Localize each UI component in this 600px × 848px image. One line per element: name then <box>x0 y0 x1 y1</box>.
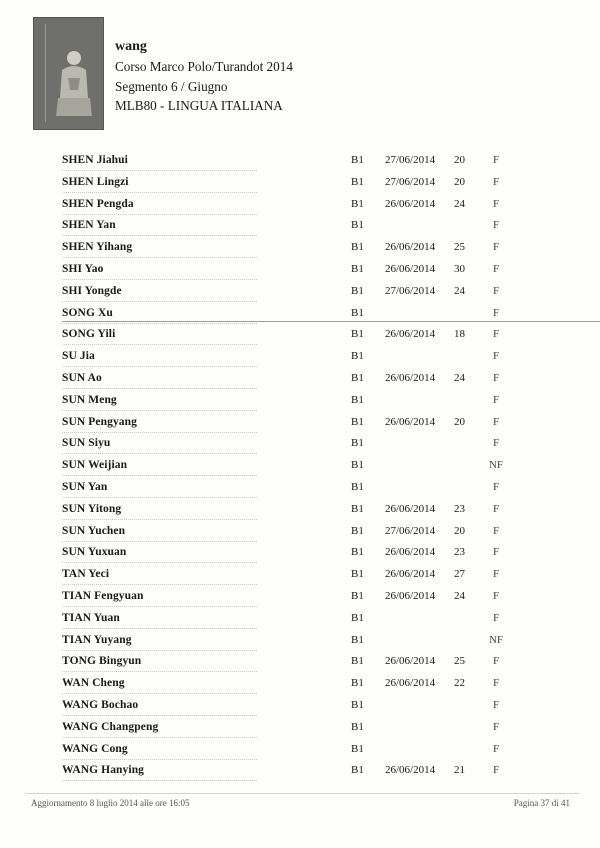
exam-date-cell: 26/06/2014 <box>385 197 436 210</box>
exam-date-cell: 26/06/2014 <box>385 764 436 777</box>
table-row <box>0 260 600 282</box>
status-cell: F <box>492 241 500 254</box>
exam-date-cell: 26/06/2014 <box>385 328 436 341</box>
score-cell: 23 <box>454 502 465 515</box>
exam-date-cell: 26/06/2014 <box>385 502 436 515</box>
score-cell: 24 <box>454 284 465 297</box>
table-row <box>0 325 600 347</box>
student-name: SUN Yitong <box>62 502 122 515</box>
table-row <box>0 282 600 304</box>
score-cell: 25 <box>454 241 465 254</box>
table-row <box>0 238 600 260</box>
dotted-leader <box>62 410 257 411</box>
level-cell: B1 <box>351 393 364 406</box>
student-name: TIAN Fengyuan <box>62 589 144 602</box>
student-name: SU Jia <box>62 350 95 363</box>
level-cell: B1 <box>351 350 364 363</box>
table-row <box>0 413 600 435</box>
status-cell: F <box>492 350 500 363</box>
table-row <box>0 456 600 478</box>
status-cell: F <box>492 764 500 777</box>
exam-date-cell: 26/06/2014 <box>385 677 436 690</box>
table-row <box>0 565 600 587</box>
status-cell: F <box>492 611 500 624</box>
status-cell: F <box>492 720 500 733</box>
exam-date-cell: 26/06/2014 <box>385 589 436 602</box>
dotted-leader <box>62 475 257 476</box>
status-cell: F <box>492 480 500 493</box>
student-name: SUN Ao <box>62 371 102 384</box>
level-cell: B1 <box>351 262 364 275</box>
status-cell: F <box>492 415 500 428</box>
student-name: SHEN Yihang <box>62 241 133 254</box>
table-row <box>0 740 600 762</box>
status-cell: F <box>492 306 500 319</box>
dotted-leader <box>62 584 257 585</box>
score-cell: 21 <box>454 764 465 777</box>
dotted-leader <box>62 562 257 563</box>
status-cell: F <box>492 284 500 297</box>
level-cell: B1 <box>351 241 364 254</box>
table-row <box>0 522 600 544</box>
level-cell: B1 <box>351 480 364 493</box>
dotted-leader <box>62 737 257 738</box>
score-cell: 23 <box>454 546 465 559</box>
student-name: SHEN Yan <box>62 219 116 232</box>
level-cell: B1 <box>351 175 364 188</box>
student-name: WAN Cheng <box>62 677 125 690</box>
dotted-leader <box>62 693 257 694</box>
dotted-leader <box>62 257 257 258</box>
level-cell: B1 <box>351 589 364 602</box>
status-cell: F <box>492 589 500 602</box>
status-cell: F <box>492 154 500 166</box>
table-row <box>0 304 600 326</box>
level-cell: B1 <box>351 502 364 515</box>
level-cell: B1 <box>351 677 364 690</box>
student-name: SHI Yao <box>62 262 104 275</box>
level-cell: B1 <box>351 611 364 624</box>
status-cell: F <box>492 677 500 690</box>
student-name: TIAN Yuyang <box>62 633 132 646</box>
level-cell: B1 <box>351 764 364 777</box>
table-row <box>0 478 600 500</box>
status-cell: F <box>492 524 500 537</box>
score-cell: 22 <box>454 677 465 690</box>
student-name: SONG Yili <box>62 328 116 341</box>
status-cell: F <box>492 568 500 581</box>
course-title: Corso Marco Polo/Turandot 2014 <box>115 59 293 74</box>
teacher-name: wang <box>115 39 147 54</box>
status-cell: F <box>492 328 500 341</box>
status-cell: F <box>492 502 500 515</box>
student-name: SUN Pengyang <box>62 415 138 428</box>
table-row <box>0 718 600 740</box>
student-name: TAN Yeci <box>62 568 110 581</box>
status-cell: F <box>492 655 500 668</box>
exam-date-cell: 26/06/2014 <box>385 371 436 384</box>
level-cell: B1 <box>351 415 364 428</box>
table-row <box>0 631 600 653</box>
dotted-leader <box>62 235 257 236</box>
exam-date-cell: 27/06/2014 <box>385 524 436 537</box>
dotted-leader <box>62 759 257 760</box>
level-cell: B1 <box>351 546 364 559</box>
status-cell: F <box>492 262 500 275</box>
student-name: SUN Yuxuan <box>62 546 127 559</box>
dotted-leader <box>62 715 257 716</box>
student-name: WANG Bochao <box>62 698 139 711</box>
dotted-leader <box>62 541 257 542</box>
status-cell: F <box>492 175 500 188</box>
table-row <box>0 543 600 565</box>
subject-label: MLB80 - LINGUA ITALIANA <box>115 98 283 113</box>
level-cell: B1 <box>351 197 364 210</box>
score-cell: 18 <box>454 328 465 341</box>
table-row <box>0 347 600 369</box>
student-name: SHEN Lingzi <box>62 175 129 188</box>
table-row <box>0 761 600 783</box>
dotted-leader <box>62 366 257 367</box>
seated-figure-icon <box>54 48 94 118</box>
exam-date-cell: 27/06/2014 <box>385 154 436 166</box>
segment-label: Segmento 6 / Giugno <box>115 78 228 94</box>
dotted-leader <box>62 432 257 433</box>
score-cell: 24 <box>454 371 465 384</box>
student-name: SONG Xu <box>62 306 113 319</box>
student-name: SUN Siyu <box>62 437 111 450</box>
dotted-leader <box>62 279 257 280</box>
score-cell: 24 <box>454 589 465 602</box>
status-cell: NF <box>488 459 504 472</box>
status-cell: F <box>492 742 500 755</box>
logo-spine <box>37 24 46 122</box>
exam-date-cell: 27/06/2014 <box>385 175 436 188</box>
dotted-leader <box>62 671 257 672</box>
update-timestamp: Aggiornamento 8 luglio 2014 alle ore 16:05 <box>31 798 190 808</box>
student-name: WANG Cong <box>62 742 128 755</box>
table-row <box>0 369 600 391</box>
dotted-leader <box>62 323 257 324</box>
level-cell: B1 <box>351 568 364 581</box>
dotted-leader <box>62 453 257 454</box>
dotted-leader <box>62 497 257 498</box>
score-cell: 27 <box>454 568 465 581</box>
table-row <box>0 587 600 609</box>
student-name: SUN Yan <box>62 480 108 493</box>
student-name: SHI Yongde <box>62 284 122 297</box>
table-row <box>0 216 600 238</box>
status-cell: F <box>492 546 500 559</box>
student-name: SHEN Jiahui <box>62 154 128 166</box>
student-name: TONG Bingyun <box>62 655 142 668</box>
status-cell: F <box>492 197 500 210</box>
level-cell: B1 <box>351 328 364 341</box>
status-cell: F <box>492 437 500 450</box>
dotted-leader <box>62 606 257 607</box>
exam-date-cell: 26/06/2014 <box>385 655 436 668</box>
level-cell: B1 <box>351 720 364 733</box>
status-cell: F <box>492 393 500 406</box>
score-cell: 24 <box>454 197 465 210</box>
exam-date-cell: 26/06/2014 <box>385 241 436 254</box>
status-cell: F <box>492 219 500 232</box>
dotted-leader <box>62 780 257 781</box>
dotted-leader <box>62 170 257 171</box>
level-cell: B1 <box>351 219 364 232</box>
table-row <box>0 173 600 195</box>
dotted-leader <box>62 344 257 345</box>
page-number: Pagina 37 di 41 <box>513 798 570 808</box>
dotted-leader <box>62 192 257 193</box>
student-name: SUN Yuchen <box>62 524 126 537</box>
table-row <box>0 434 600 456</box>
document-header <box>115 37 293 116</box>
level-cell: B1 <box>351 742 364 755</box>
score-cell: 25 <box>454 655 465 668</box>
level-cell: B1 <box>351 459 364 472</box>
level-cell: B1 <box>351 524 364 537</box>
footer-rule <box>25 793 579 794</box>
dotted-leader <box>62 628 257 629</box>
level-cell: B1 <box>351 655 364 668</box>
student-name: TIAN Yuan <box>62 611 120 624</box>
level-cell: B1 <box>351 284 364 297</box>
table-row <box>0 151 600 173</box>
student-name: SHEN Pengda <box>62 197 134 210</box>
student-name: SUN Meng <box>62 393 117 406</box>
level-cell: B1 <box>351 154 364 166</box>
table-row <box>0 195 600 217</box>
exam-date-cell: 27/06/2014 <box>385 284 436 297</box>
score-cell: 20 <box>454 524 465 537</box>
score-cell: 20 <box>454 415 465 428</box>
level-cell: B1 <box>351 437 364 450</box>
exam-date-cell: 26/06/2014 <box>385 415 436 428</box>
dotted-leader <box>62 214 257 215</box>
table-row <box>0 652 600 674</box>
university-logo <box>33 17 104 130</box>
status-cell: F <box>492 698 500 711</box>
dotted-leader <box>62 519 257 520</box>
student-name: WANG Changpeng <box>62 720 159 733</box>
score-cell: 20 <box>454 154 465 166</box>
dotted-leader <box>62 301 257 302</box>
student-name: WANG Hanying <box>62 764 145 777</box>
level-cell: B1 <box>351 698 364 711</box>
row-divider <box>62 321 600 322</box>
table-row <box>0 391 600 413</box>
table-row <box>0 696 600 718</box>
student-name: SUN Weijian <box>62 459 128 472</box>
score-cell: 30 <box>454 262 465 275</box>
student-list <box>0 151 600 783</box>
level-cell: B1 <box>351 633 364 646</box>
dotted-leader <box>62 388 257 389</box>
dotted-leader <box>62 650 257 651</box>
table-row <box>0 500 600 522</box>
score-cell: 20 <box>454 175 465 188</box>
exam-date-cell: 26/06/2014 <box>385 262 436 275</box>
status-cell: NF <box>488 633 504 646</box>
exam-date-cell: 26/06/2014 <box>385 546 436 559</box>
level-cell: B1 <box>351 371 364 384</box>
exam-date-cell: 26/06/2014 <box>385 568 436 581</box>
level-cell: B1 <box>351 306 364 319</box>
status-cell: F <box>492 371 500 384</box>
table-row <box>0 674 600 696</box>
table-row <box>0 609 600 631</box>
